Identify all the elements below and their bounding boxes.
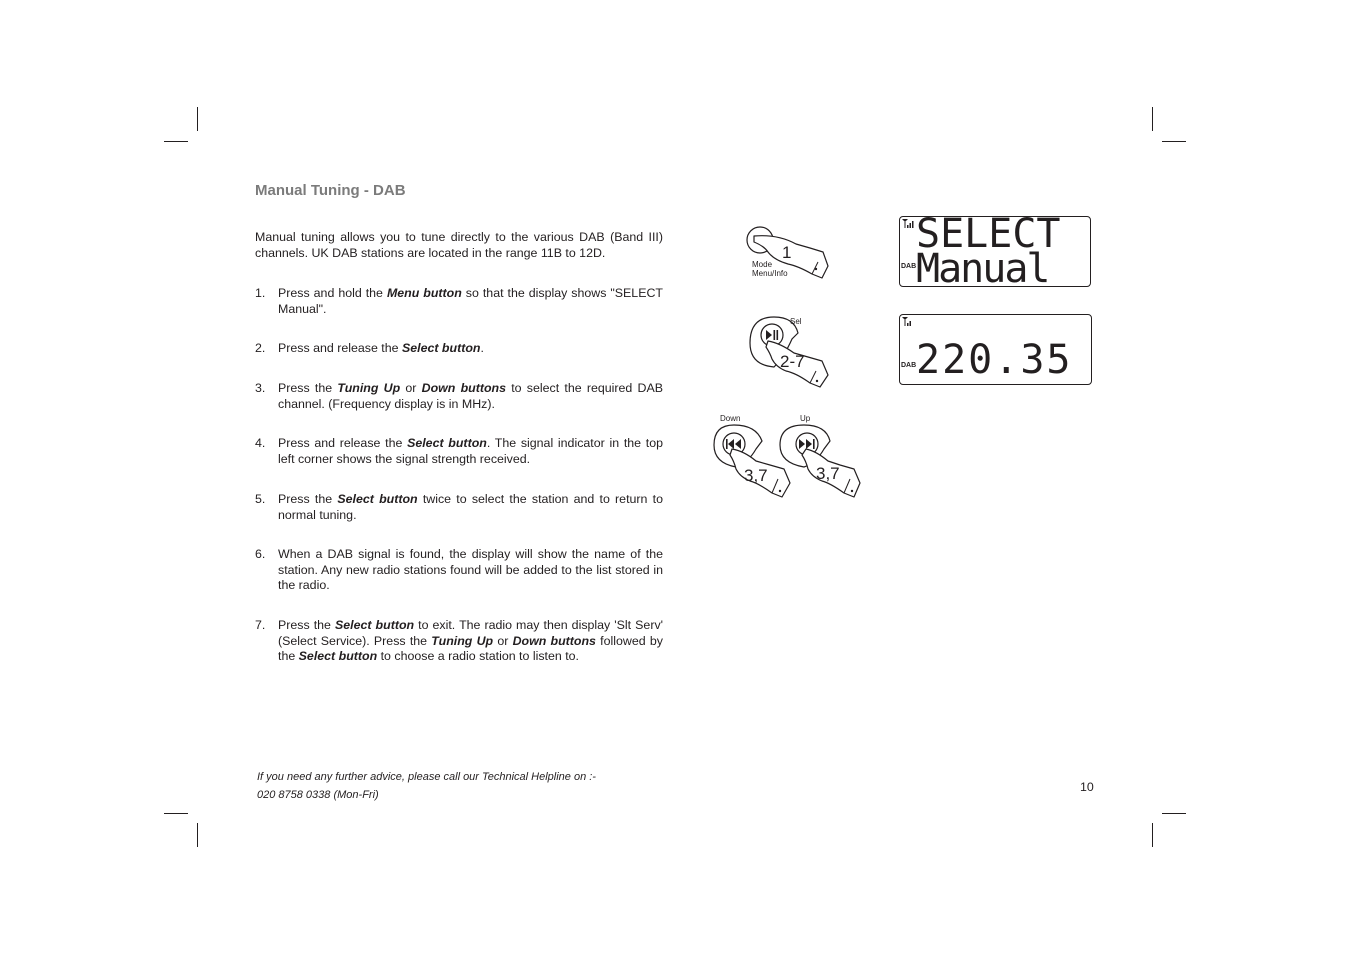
select-button-illustration xyxy=(744,313,844,393)
step-2 xyxy=(255,341,663,357)
helpline-text: If you need any further advice, please call our Technical Helpline on :- xyxy=(257,771,596,783)
step-number: 5. xyxy=(255,492,266,506)
lcd-display-frequency xyxy=(899,314,1092,385)
step-3 xyxy=(255,381,663,412)
step-text: Press and release the Select button. xyxy=(278,341,484,355)
mode-label: Mode xyxy=(752,260,773,269)
intro-paragraph: Manual tuning allows you to tune directly to the various DAB (Band III) channels. UK DAB stations are located in the range 11B to 12D. xyxy=(255,230,663,260)
up-label: Up xyxy=(800,414,811,423)
step-text: When a DAB signal is found, the display will show the name of the station. Any new radio stations found will be added to the list stored in the radio. xyxy=(278,547,663,592)
lcd-display-select-manual xyxy=(899,211,1091,292)
down-label: Down xyxy=(720,414,741,423)
crop-mark xyxy=(1162,813,1186,814)
step-number: 1. xyxy=(255,286,266,300)
step-7 xyxy=(255,618,663,665)
dab-band-label: DAB xyxy=(901,362,917,369)
crop-mark xyxy=(197,823,198,847)
mode-button-illustration xyxy=(738,222,838,282)
step-text: Press and hold the Menu button so that the display shows "SELECT Manual". xyxy=(278,286,663,316)
step-number: 2. xyxy=(255,341,266,355)
crop-mark xyxy=(1152,823,1153,847)
step-6 xyxy=(255,547,663,594)
crop-mark xyxy=(164,813,188,814)
lcd-line-2: Manual xyxy=(916,246,1049,292)
step-text: Press and release the Select button. The signal indicator in the top left corner shows the signal strength received. xyxy=(278,436,663,466)
step-text: Press the Select button twice to select the station and to return to normal tuning. xyxy=(278,492,663,522)
page-number: 10 xyxy=(1080,780,1094,794)
frequency-readout: 220.35 xyxy=(916,337,1073,383)
step-number: 7. xyxy=(255,618,266,632)
step-5 xyxy=(255,492,663,523)
sel-label: Sel xyxy=(790,317,802,326)
step-callout: 2-7 xyxy=(780,352,805,371)
step-number: 6. xyxy=(255,547,266,561)
step-number: 3. xyxy=(255,381,266,395)
menu-info-label: Menu/Info xyxy=(752,269,788,278)
step-text: Press the Tuning Up or Down buttons to select the required DAB channel. (Frequency display is in MHz). xyxy=(278,381,663,411)
step-1 xyxy=(255,286,663,317)
lcd-line-1: SELECT xyxy=(916,211,1061,257)
crop-mark xyxy=(1162,141,1186,142)
signal-strength-icon xyxy=(902,317,914,326)
helpline-number: 020 8758 0338 (Mon-Fri) xyxy=(257,789,379,801)
crop-mark xyxy=(197,107,198,131)
step-callout: 1 xyxy=(782,243,792,262)
crop-mark xyxy=(164,141,188,142)
page-title: Manual Tuning - DAB xyxy=(255,182,406,199)
step-4 xyxy=(255,436,663,467)
dab-band-label: DAB xyxy=(901,263,917,270)
crop-mark xyxy=(1152,107,1153,131)
step-callout: 3,7 xyxy=(816,464,840,483)
step-callout: 3,7 xyxy=(744,466,768,485)
up-button-illustration xyxy=(776,411,871,503)
step-text: Press the Select button to exit. The radio may then display 'Slt Serv' (Select Service). Press the Tuning Up or Down buttons followed by the Select button to choose a radio station to listen to. xyxy=(278,618,664,663)
helpline-footer xyxy=(257,768,596,804)
signal-strength-icon xyxy=(902,219,914,228)
step-number: 4. xyxy=(255,436,266,450)
